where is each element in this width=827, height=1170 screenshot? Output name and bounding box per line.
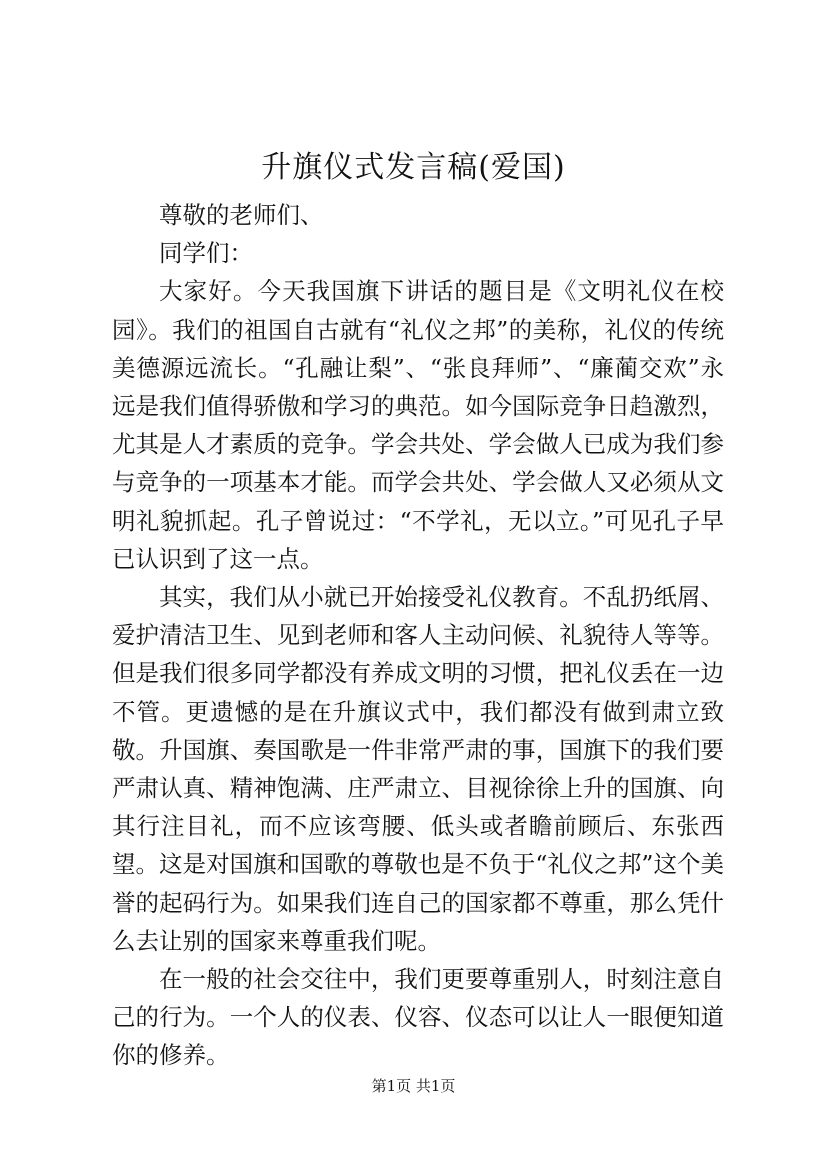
- document-title: 升旗仪式发言稿(爱国): [261, 150, 566, 185]
- page-footer: 第1页 共1页: [371, 1077, 456, 1095]
- paragraph-3: 在一般的社会交往中，我们更要尊重别人，时刻注意自己的行为。一个人的仪表、仪容、仪态可以让人一眼便知道你的修养。: [112, 965, 724, 1070]
- salutation-line-1: 尊敬的老师们、: [159, 201, 324, 229]
- paragraph-2: 其实，我们从小就已开始接受礼仪教育。不乱扔纸屑、爱护清洁卫生、见到老师和客人主动问候、礼貌待人等等。但是我们很多同学都没有养成文明的习惯，把礼仪丢在一边不管。更遗憾的是在升旗议式中，我们都没有做到肃立致敬。升国旗、奏国歌是一件非常严肃的事，国旗下的我们要严肃认真、精神饱满、庄严肃立、目视徐徐上升的国旗、向其行注目礼，而不应该弯腰、低头或者瞻前顾后、东张西望。这是对国旗和国歌的尊敬也是不负于“礼仪之邦”这个美誉的起码行为。如果我们连自己的国家都不尊重，那么凭什么去让别的国家来尊重我们呢。: [112, 583, 724, 955]
- document-body: [112, 196, 724, 1075]
- paragraph-1: 大家好。今天我国旗下讲话的题目是《文明礼仪在校园》。我们的祖国自古就有“礼仪之邦”的美称，礼仪的传统美德源远流长。“孔融让梨”、“张良拜师”、“廉蔺交欢”永远是我们值得骄傲和学习的典范。如今国际竞争日趋激烈，尤其是人才素质的竞争。学会共处、学会做人已成为我们参与竞争的一项基本才能。而学会共处、学会做人又必须从文明礼貌抓起。孔子曾说过：“不学礼，无以立。”可见孔子早已认识到了这一点。: [112, 277, 724, 573]
- salutation-line-2: 同学们：: [159, 239, 253, 268]
